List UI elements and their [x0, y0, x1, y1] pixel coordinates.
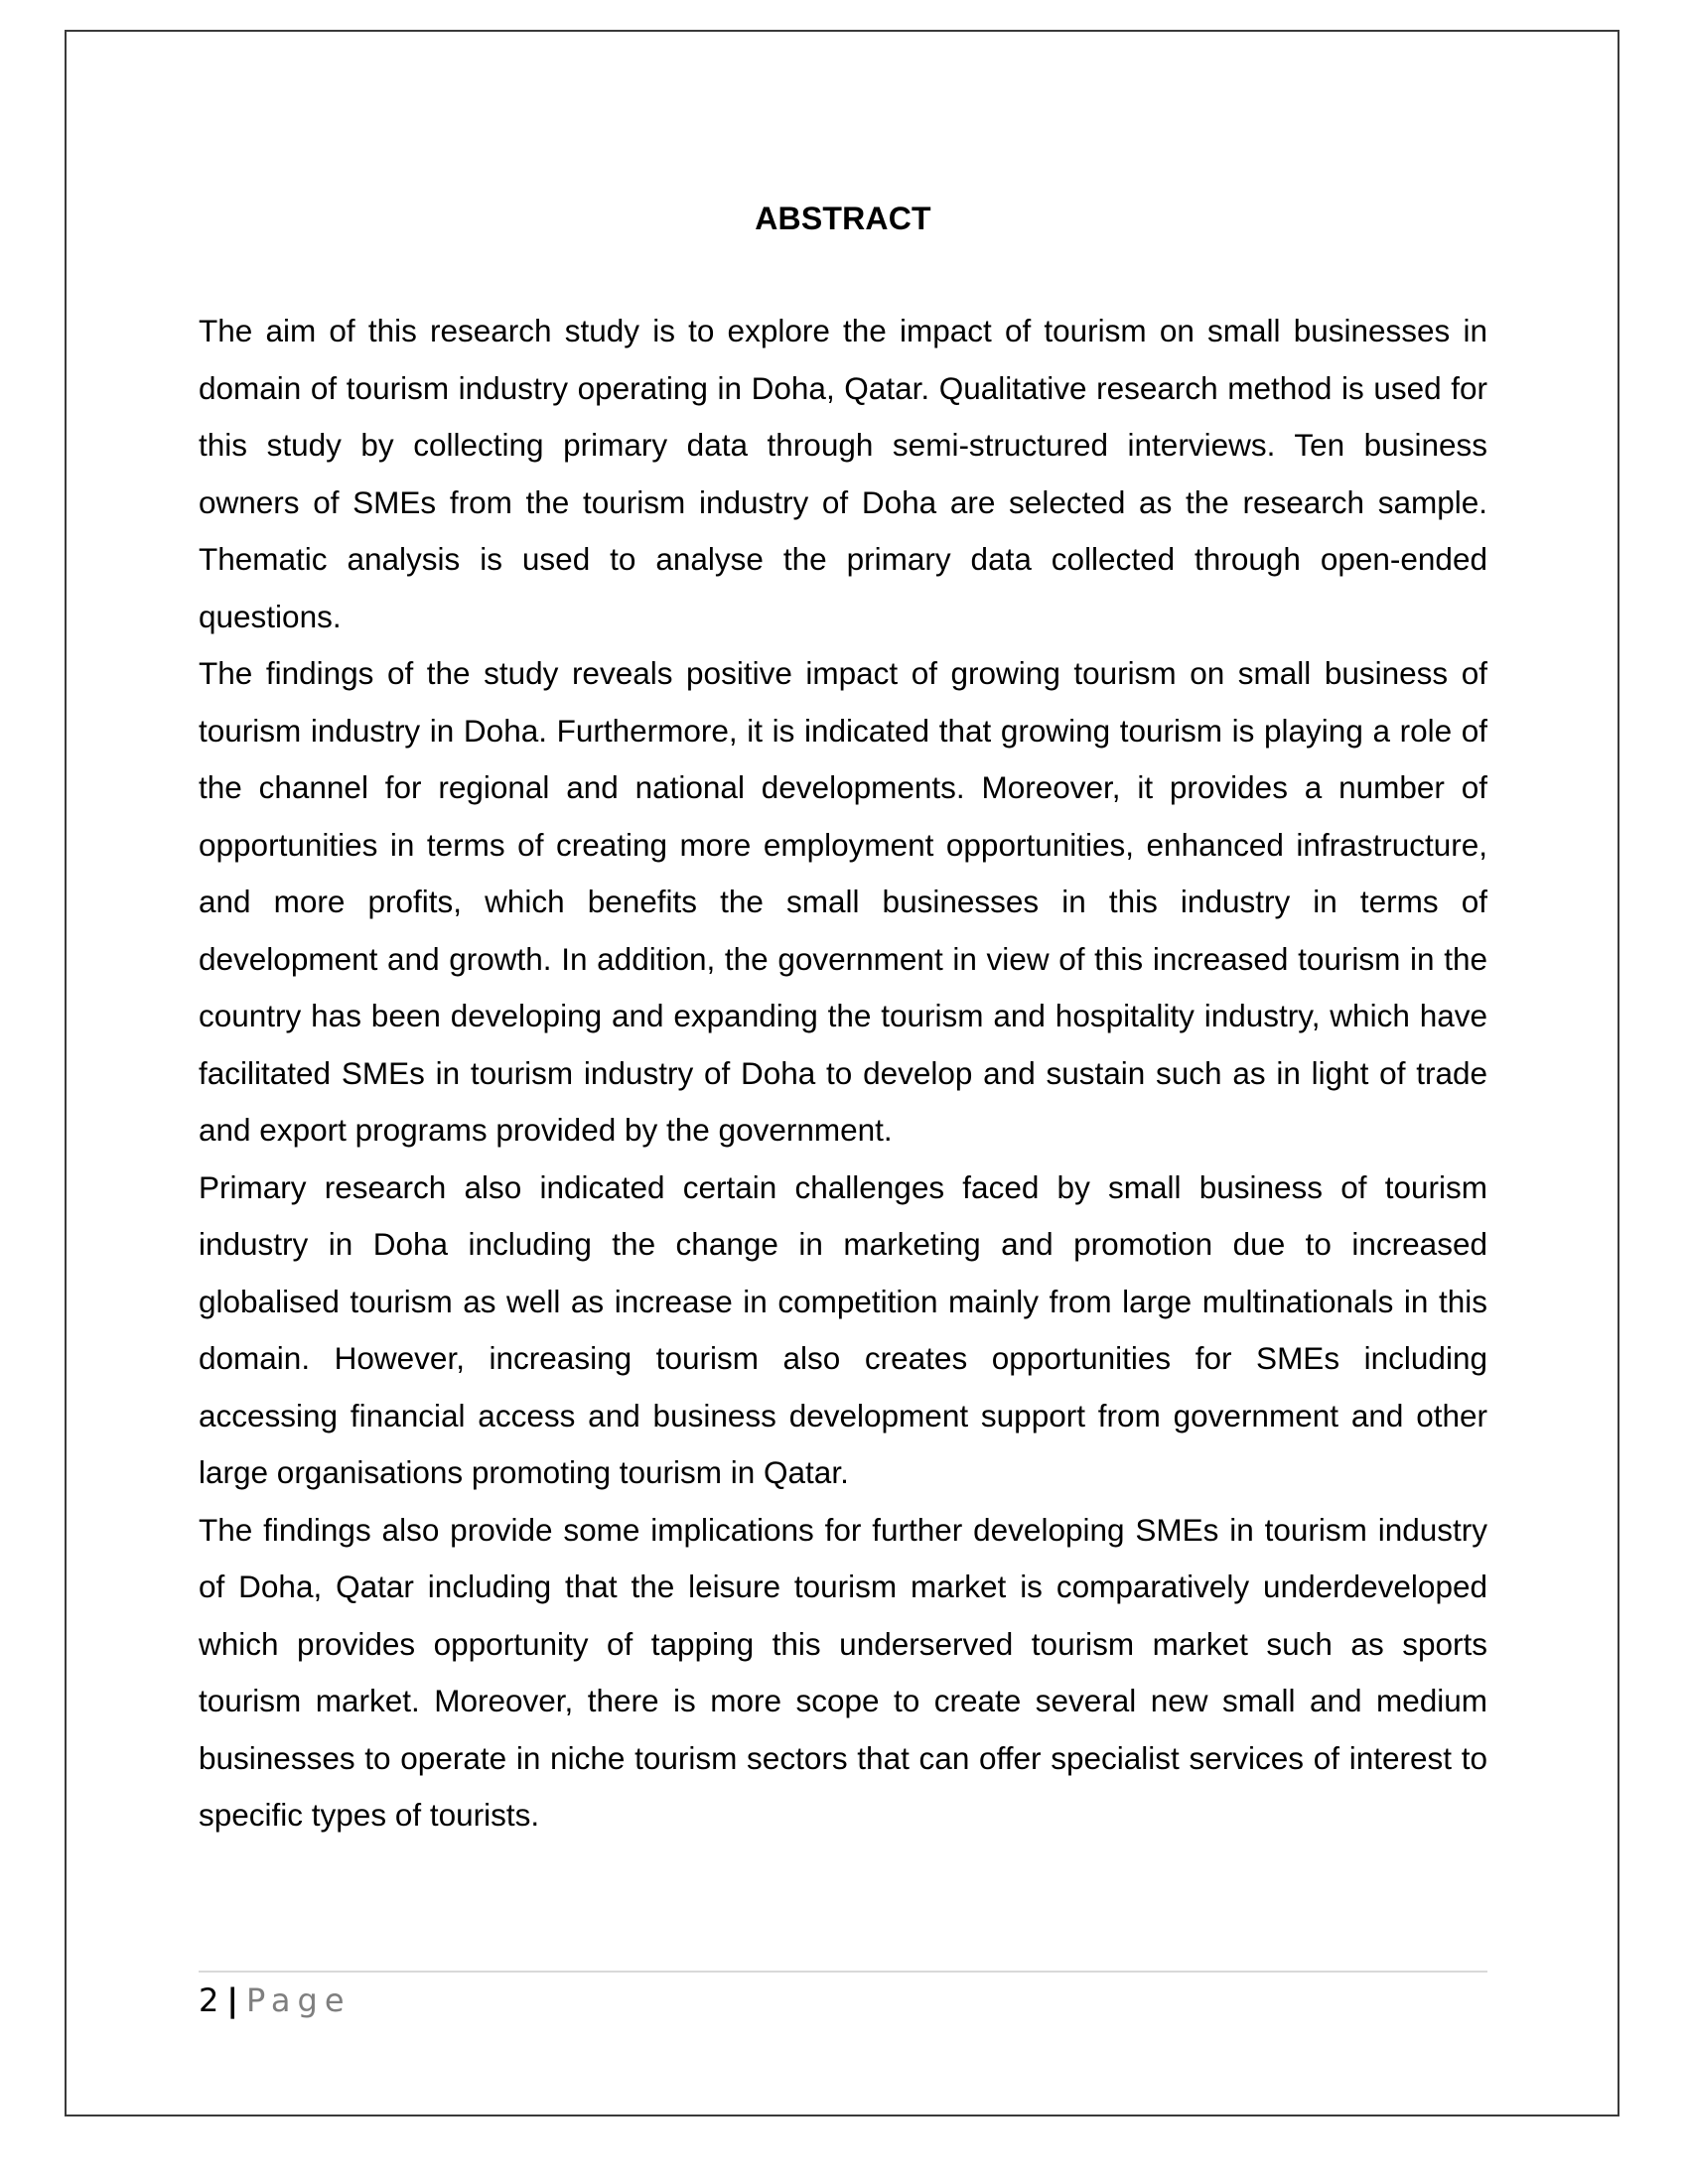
- page-footer: [199, 1971, 1487, 2022]
- page-label: Page: [246, 1981, 352, 2019]
- footer-divider: [199, 1971, 1487, 1973]
- page-number: 2: [199, 1981, 219, 2019]
- abstract-paragraph-1: The aim of this research study is to explore the impact of tourism on small businesses in domain of tourism industry operating in Doha, Qatar. Qualitative research method is used for this study by collecting primary data through semi-structured interviews. Ten business owners of SMEs from the tourism industry of Doha are selected as the research sample. Thematic analysis is used to analyse the primary data collected through open-ended questions.: [199, 313, 1487, 634]
- footer-separator: |: [226, 1981, 239, 2019]
- abstract-paragraph-2: The findings of the study reveals positive impact of growing tourism on small business of tourism industry in Doha. Furthermore, it is indicated that growing tourism is playing a role of the channel for regional and national developments. Moreover, it provides a number of opportunities in terms of creating more employment opportunities, enhanced infrastructure, and more profits, which benefits the small businesses in this industry in terms of development and growth. In addition, the government in view of this increased tourism in the country has been developing and expanding the tourism and hospitality industry, which have facilitated SMEs in tourism industry of Doha to develop and sustain such as in light of trade and export programs provided by the government.: [199, 655, 1487, 1148]
- abstract-paragraph-3: Primary research also indicated certain challenges faced by small business of tourism industry in Doha including the change in marketing and promotion due to increased globalised tourism as well as increase in competition mainly from large multinationals in this domain. However, increasing tourism also creates opportunities for SMEs including accessing financial access and business development support from government and other large organisations promoting tourism in Qatar.: [199, 1168, 1487, 1490]
- footer-page-indicator: [199, 1979, 1487, 2022]
- abstract-paragraph-4: The findings also provide some implications for further developing SMEs in tourism industry of Doha, Qatar including that the leisure tourism market is comparatively underdeveloped which provides opportunity of tapping this underserved tourism market such as sports tourism market. Moreover, there is more scope to create several new small and medium businesses to operate in niche tourism sectors that can offer specialist services of interest to specific types of tourists.: [199, 1511, 1487, 1833]
- document-body: [199, 194, 1487, 1844]
- page-title: ABSTRACT: [755, 201, 931, 236]
